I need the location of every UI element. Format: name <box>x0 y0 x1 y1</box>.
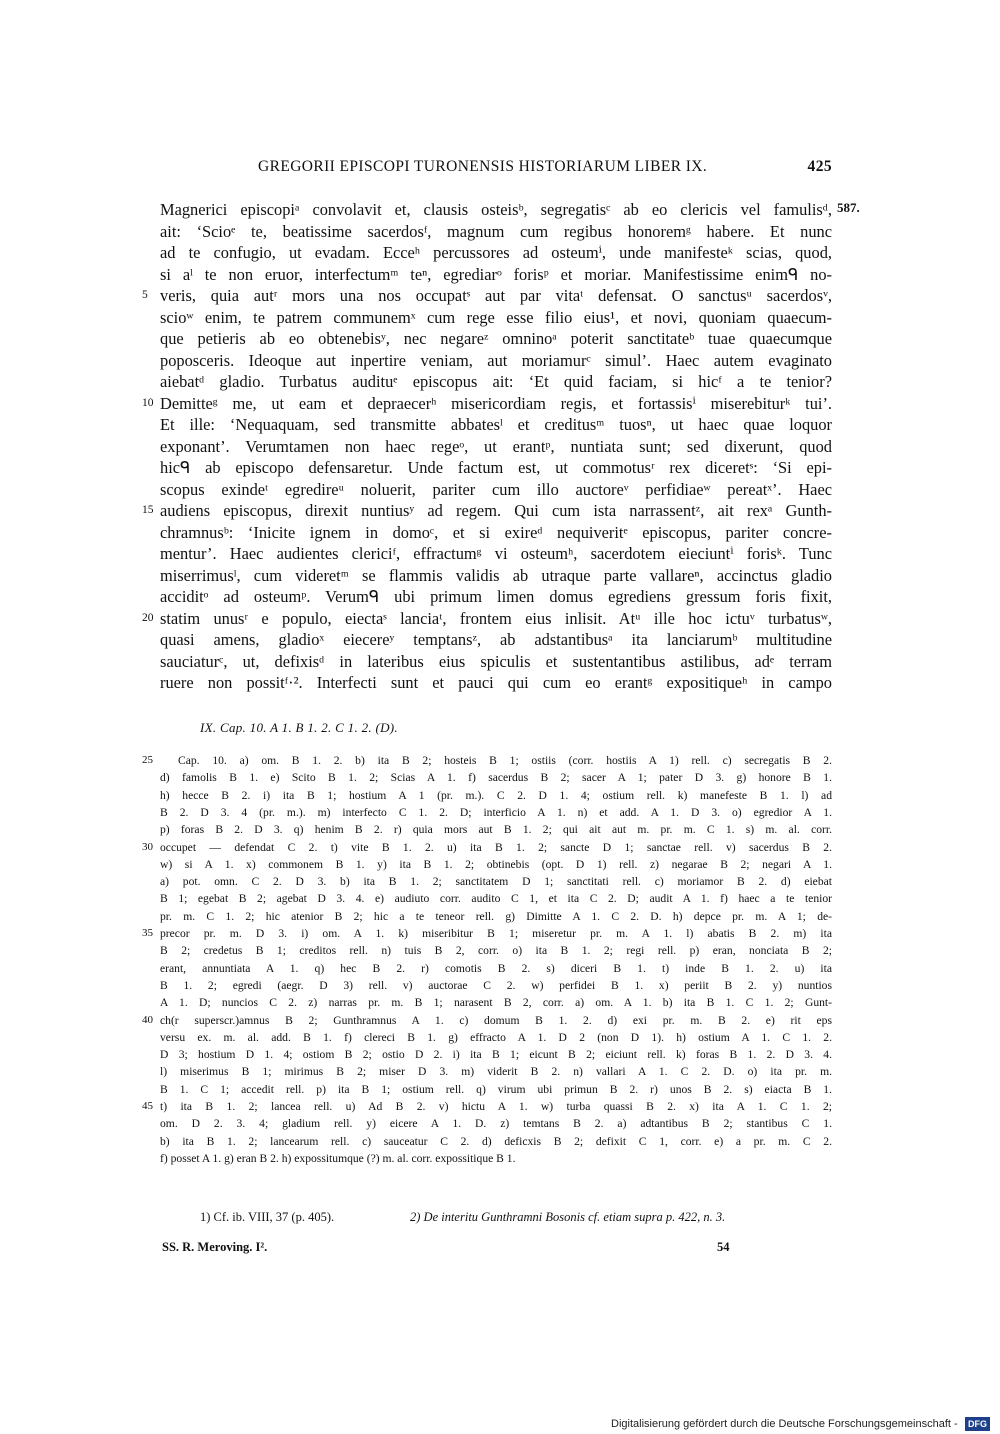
apparatus-line: versu ex. m. al. add. B 1. f) clereci B 1. g) effracto A 1. D 2 (non D 1). h) ostium A 1. C 1. 2. <box>160 1030 832 1044</box>
text-line: quasi amens, gladioˣ eiecereʸ temptansᶻ, ab adstantibusᵃ ita lanciarumᵇ multitudine <box>160 630 832 649</box>
dfg-logo: DFG <box>965 1417 990 1431</box>
signature-number: 54 <box>717 1240 730 1254</box>
text-line: Et ille: ‘Nequaquam, sed transmitte abbatesˡ et creditusᵐ tuosⁿ, ut haec quae loquor <box>160 415 832 434</box>
apparatus-line-number: 45 <box>142 1100 153 1112</box>
apparatus-line: erant, annuntiata A 1. q) hec B 2. r) comotis B 2. s) diceri B 1. t) inde B 1. 2. u) ita <box>160 961 832 975</box>
text-line: ait: ‘Scioᵉ te, beatissime sacerdosᶠ, magnum cum regibus honoremᵍ habere. Et nunc <box>160 221 832 241</box>
text-line: hicᑫ ab episcopo defensaretur. Unde factum est, ut commotusʳ rex diceretˢ: ‘Si epi- <box>160 458 832 477</box>
text-line: mentur’. Haec audientes clericiᶠ, effractumᵍ vi osteumʰ, sacerdotem eieciuntⁱ forisᵏ. Tunc <box>160 544 832 563</box>
apparatus-line-number: 35 <box>142 927 153 939</box>
apparatus-line: Cap. 10. a) om. B 1. 2. b) ita B 2; hosteis B 1; ostiis (corr. hostiis A 1) rell. c) secregatis B 2. <box>178 754 832 767</box>
apparatus-line: B 2. D 3. 4 (pr. m.). m) interfecto C 1. 2. D; interficio A 1. n) et add. A 1. D 3. o) egredior A 1. <box>160 805 832 819</box>
text-line: audiens episcopus, direxit nuntiusʸ ad regem. Qui cum ista narrassentᶻ, ait rexᵃ Gunth- <box>160 501 832 520</box>
apparatus-line: d) famolis B 1. e) Scito B 1. 2; Scias A 1. f) sacerdus B 2; sacer A 1; pater D 3. g) honore B 1. <box>160 771 832 785</box>
line-number: 5 <box>142 289 148 301</box>
text-line: statim unusʳ e populo, eiectaˢ lanciaᵗ, frontem eius inlisit. Atᵘ ille hoc ictuᵛ turbatusʷ, <box>160 608 832 628</box>
text-line: ad te confugio, ut evadam. Ecceʰ percussores ad osteumⁱ, unde manifesteᵏ scias, quod, <box>160 243 832 262</box>
text-line: chramnusᵇ: ‘Inicite ignem in domoᶜ, et si exireᵈ nequiveritᵉ episcopus, pariter concre- <box>160 522 832 542</box>
apparatus-line: a) pot. omn. C 2. D 3. b) ita B 1. 2; sanctitatem D 1; sanctitati rell. c) moriamor B 2. d) eiebat <box>160 875 832 889</box>
apparatus-line: om. D 2. 3. 4; gladium rell. y) eicere A 1. D. z) temtans B 2. a) adtantibus B 2; stantibus C 1. <box>160 1117 832 1131</box>
apparatus-line: occupet — defendat C 2. t) vite B 1. 2. u) ita B 1. 2; sancte D 1; sanctae rell. v) sacerdus B 2. <box>160 840 832 854</box>
margin-year: 587. <box>837 200 860 215</box>
text-line: si aˡ te non eruor, interfectumᵐ teⁿ, egrediarᵒ forisᵖ et moriar. Manifestissime enimᑫ no- <box>160 264 832 284</box>
apparatus-line: l) miserimus B 1; mirimus B 2; miser D 3. m) viderit B 2. n) vallari A 1. C 2. D. o) ita pr. m. <box>160 1065 832 1079</box>
apparatus-line: B 1. C 1; accedit rell. p) ita B 1; ostium rell. q) virum ubi primun B 2. r) unos B 2. s) eiacta B 1. <box>160 1082 832 1096</box>
text-line: ruere non possitᶠ·². Interfecti sunt et pauci qui cum eo erantᵍ expositiqueʰ in campo <box>160 673 832 692</box>
text-line: acciditᵒ ad osteumᵖ. Verumᑫ ubi primum limen domus egrediens gressum foris fixit, <box>160 587 832 606</box>
text-line: sauciaturᶜ, ut, defixisᵈ in lateribus eius spiculis et sustentantibus astilibus, adᵉ terram <box>160 651 832 671</box>
signature-mark: SS. R. Meroving. I². <box>162 1240 268 1254</box>
line-number: 20 <box>142 611 154 624</box>
footnote-2: 2) De interitu Gunthramni Bosonis cf. etiam supra p. 422, n. 3. <box>410 1210 726 1224</box>
text-line: veris, quia autʳ mors una nos occupatˢ aut par vitaᵗ defensat. O sanctusᵘ sacerdosᵛ, <box>160 286 832 305</box>
apparatus-line: f) posset A 1. g) eran B 2. h) expossitumque (?) m. al. corr. expossitique B 1. <box>160 1151 516 1165</box>
line-number: 10 <box>142 396 154 409</box>
text-line: Demitteᵍ me, ut eam et depraecerʰ misericordiam regis, et fortassisⁱ miserebiturᵏ tui’. <box>160 393 832 413</box>
footnote-1: 1) Cf. ib. VIII, 37 (p. 405). <box>200 1210 335 1224</box>
text-line: exponant’. Verumtamen non haec regeᵒ, ut erantᵖ, nuntiata sunt; sed dixerunt, quod <box>160 436 832 456</box>
text-line: scioʷ enim, te patrem communemˣ cum rege esse filio eius¹, et novi, quoniam quaecum- <box>160 307 832 327</box>
line-number: 15 <box>142 504 154 516</box>
apparatus-line: pr. m. C 1. 2; hic atenior B 2; hic a te teneor rell. g) Dimitte A 1. C 2. D. h) depce pr. m. A 1; de- <box>160 909 832 923</box>
text-line: Magnerici episcopiᵃ convolavit et, clausis osteisᵇ, segregatisᶜ ab eo clericis vel famulisᵈ, <box>160 200 832 219</box>
text-line: miserrimusˡ, cum videretᵐ se flammis validis ab utraque parte vallareⁿ, accinctus gladio <box>160 565 832 585</box>
apparatus-line: b) ita B 1. 2; lancearum rell. c) sauceatur C 2. d) deficxis B 2; defixit C 1, corr. e) a pr. m. C 2. <box>160 1134 832 1148</box>
apparatus-line: B 2; credetus B 1; creditos rell. n) tuis B 2, corr. o) ita B 1. 2; regi rell. p) eran, nonciata B 2; <box>160 944 832 958</box>
apparatus-line: ch(r superscr.)amnus B 2; Gunthramnus A 1. c) domum B 1. 2. d) exi pr. m. B 2. e) rit eps <box>160 1013 832 1027</box>
apparatus-line: w) si A 1. x) commonem B 1. y) ita B 1. 2; obtinebis (opt. D 1) rell. z) negarae B 2; negari A 1. <box>160 857 832 871</box>
apparatus-line: h) hecce B 2. i) ita B 1; hostium A 1 (pr. m.). C 2. D 1. 4; ostium rell. k) manefeste B 1. l) ad <box>160 788 832 802</box>
text-line: aiebatᵈ gladio. Turbatus audituᵉ episcopus ait: ‘Et quid faciam, si hicᶠ a te tenior? <box>160 372 832 391</box>
apparatus-line: precor pr. m. D 3. i) om. A 1. k) miseribitur B 1; miseretur pr. m. A 1. l) abatis B 2. m) ita <box>160 927 832 940</box>
text-line: que petieris ab eo obtenebisʸ, nec negareᶻ omninoᵃ poterit sanctitateᵇ tuae quaecumque <box>160 329 832 348</box>
apparatus-line: A 1. D; nuncios C 2. z) narras pr. m. B 1; narasent B 2, corr. a) om. A 1. b) ita B 1. C 1. 2; Gunt- <box>160 996 832 1010</box>
apparatus-line: B 1. 2; egredi (aegr. D 3) rell. v) auctorae C 2. w) perfidei B 1. x) periit B 2. y) nuntios <box>160 978 832 992</box>
apparatus-line: B 1; egebat B 2; agebat D 3. 4. e) audiuto corr. audito C 1, et ita C 2. D; audit A 1. f) haec a te tenior <box>160 892 832 906</box>
apparatus-line: t) ita B 1. 2; lancea rell. u) Ad B 2. v) hictu A 1. w) turba quassi B 2. x) ita A 1. C 1. 2; <box>160 1100 832 1113</box>
text-line: poposceris. Ideoque aut inpertire veniam, aut moriamurᶜ simul’. Haec autem evaginato <box>160 350 832 370</box>
apparatus-line-number: 40 <box>142 1013 153 1026</box>
critical-apparatus-header: IX. Cap. 10. A 1. B 1. 2. C 1. 2. (D). <box>200 720 398 735</box>
running-title: GREGORII EPISCOPI TURONENSIS HISTORIARUM LIBER IX. <box>258 158 708 175</box>
apparatus-line: D 3; hostium D 1. 4; ostiom B 2; ostio D 2. i) ita B 1; eicunt B 2; eiciunt rell. k) foras B 1. 2. D 3. 4. <box>160 1048 832 1062</box>
apparatus-line-number: 25 <box>142 754 153 766</box>
text-line: scopus exindeᵗ egredireᵘ noluerit, pariter cum illo auctoreᵛ perfidiaeʷ pereatˣ’. Haec <box>160 479 832 499</box>
apparatus-line: p) foras B 2. D 3. q) henim B 2. r) quia mors aut B 1. 2; qui ait aut m. pr. m. C 1. s) m. al. corr. <box>160 823 832 837</box>
digitization-credit: Digitalisierung gefördert durch die Deutsche Forschungsgemeinschaft - <box>611 1418 958 1430</box>
page-number: 425 <box>807 158 832 175</box>
apparatus-line-number: 30 <box>142 840 153 853</box>
